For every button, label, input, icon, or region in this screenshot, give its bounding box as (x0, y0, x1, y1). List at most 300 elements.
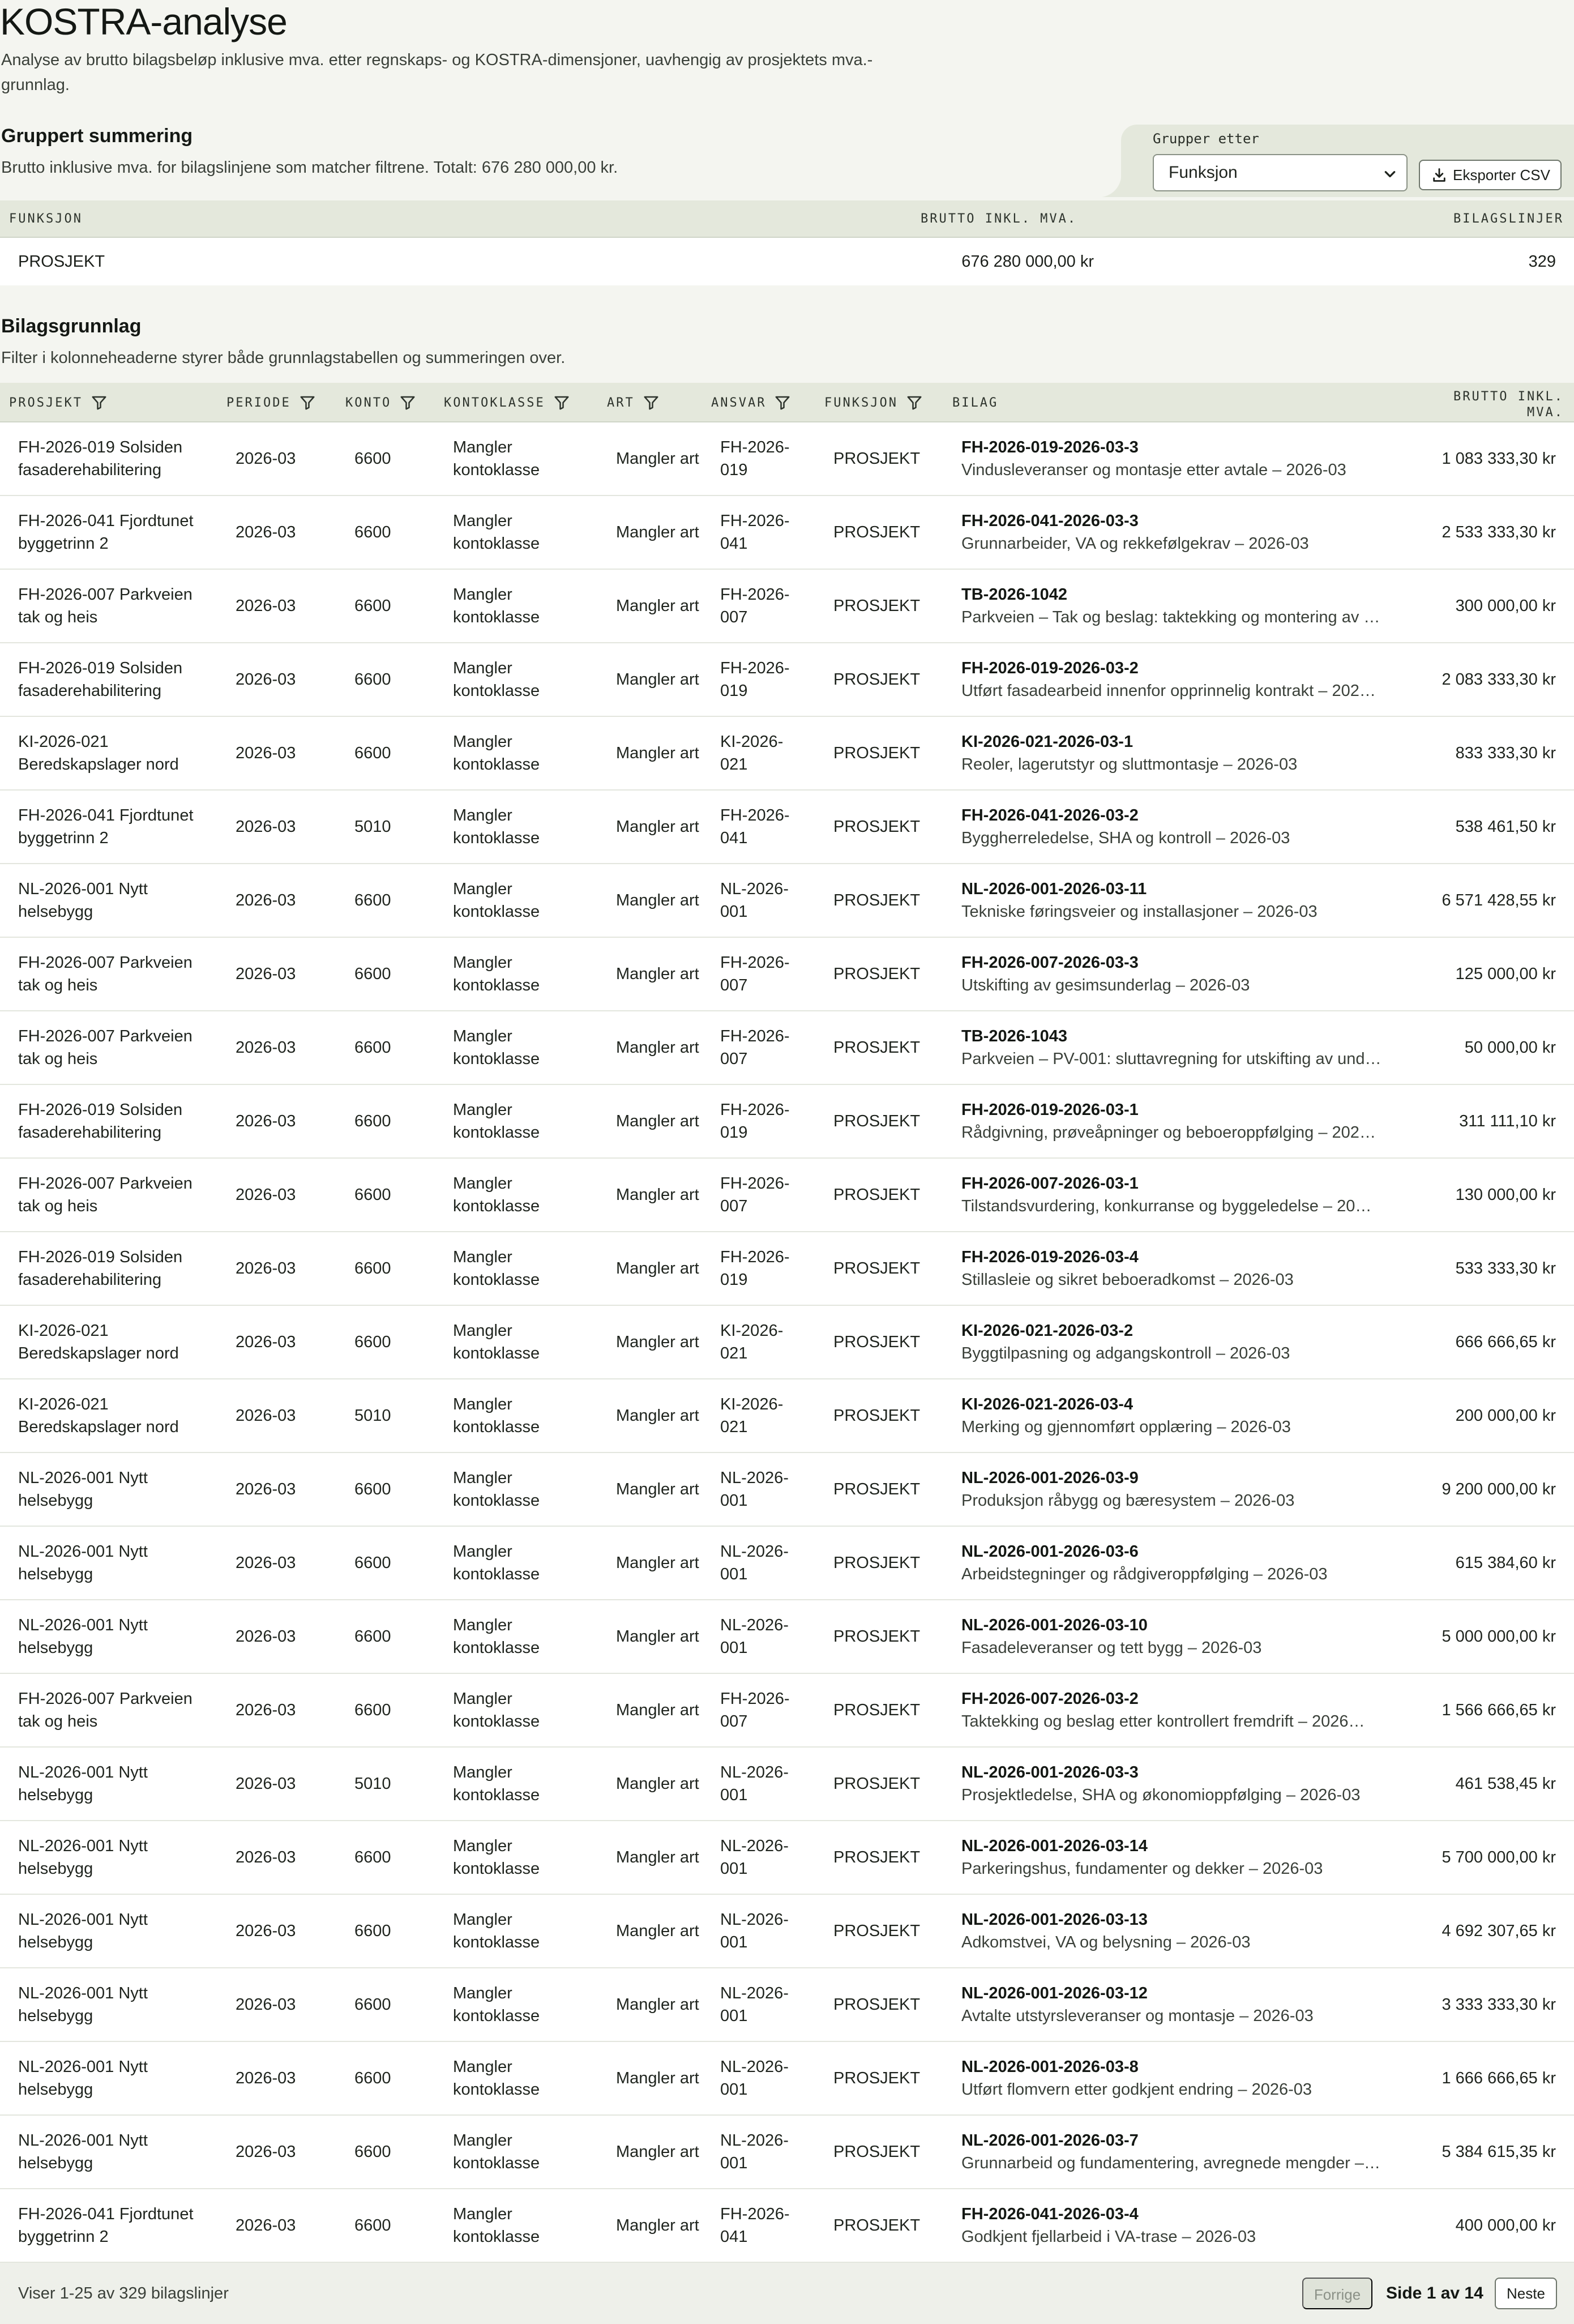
bilag-id: FH-2026-019-2026-03-2 (961, 659, 1139, 677)
cell-funksjon: PROSJEKT (833, 965, 921, 983)
cell-brutto: 1 566 666,65 kr (1442, 1701, 1556, 1719)
cell-prosjekt: KI-2026-021 Beredskapslager nord (18, 1322, 179, 1362)
cell-bilag (961, 496, 1403, 569)
cell-prosjekt: NL-2026-001 Nytt helsebygg (18, 1911, 148, 1951)
cell-bilag (961, 2189, 1403, 2262)
col-header-konto[interactable] (345, 383, 416, 422)
bilag-id: NL-2026-001-2026-03-6 (961, 1543, 1139, 1561)
cell-periode: 2026-03 (236, 2216, 296, 2235)
detail-section-title: Bilagsgrunnlag (1, 315, 142, 337)
summary-col-funksjon: FUNKSJON (9, 212, 83, 226)
bilag-id: FH-2026-007-2026-03-2 (961, 1690, 1139, 1708)
group-by-selected-value: Funksjon (1169, 163, 1238, 182)
cell-funksjon: PROSJEKT (833, 1112, 921, 1130)
cell-periode: 2026-03 (236, 1259, 296, 1278)
detail-table-header (0, 383, 1574, 422)
cell-ansvar: FH-2026-007 (720, 1174, 790, 1215)
bilag-description: Parkveien – Tak og beslag: taktekking og montering av … (961, 608, 1380, 626)
cell-prosjekt: FH-2026-019 Solsiden fasaderehabilitering (18, 438, 183, 479)
cell-konto: 6600 (354, 1848, 391, 1866)
cell-kontoklasse: Mangler kontoklasse (453, 1690, 540, 1731)
cell-ansvar: FH-2026-019 (720, 1101, 790, 1142)
bilag-description: Arbeidstegninger og rådgiveroppfølging – 2026-03 (961, 1565, 1328, 1583)
cell-brutto: 125 000,00 kr (1455, 965, 1556, 983)
col-header-funksjon[interactable] (824, 383, 923, 422)
cell-konto: 6600 (354, 1259, 391, 1278)
cell-konto: 6600 (354, 1996, 391, 2014)
cell-kontoklasse: Mangler kontoklasse (453, 2131, 540, 2172)
cell-ansvar: KI-2026-021 (720, 1395, 784, 1436)
cell-funksjon: PROSJEKT (833, 2143, 921, 2161)
cell-brutto: 833 333,30 kr (1455, 744, 1556, 762)
cell-funksjon: PROSJEKT (833, 1775, 921, 1793)
cell-art: Mangler art (616, 1996, 699, 2014)
filter-icon[interactable] (299, 394, 316, 411)
cell-periode: 2026-03 (236, 450, 296, 468)
cell-kontoklasse: Mangler kontoklasse (453, 1101, 540, 1142)
cell-funksjon: PROSJEKT (833, 1480, 921, 1498)
cell-konto: 6600 (354, 450, 391, 468)
table-row[interactable] (0, 1306, 1574, 1379)
bilag-description: Tekniske føringsveier og installasjoner – 2026-03 (961, 903, 1318, 921)
col-header-prosjekt[interactable] (9, 383, 108, 422)
cell-bilag (961, 643, 1403, 716)
cell-periode: 2026-03 (236, 670, 296, 689)
cell-art: Mangler art (616, 597, 699, 615)
bilag-description: Parkeringshus, fundamenter og dekker – 2026-03 (961, 1860, 1323, 1878)
cell-kontoklasse: Mangler kontoklasse (453, 1911, 540, 1951)
cell-funksjon: PROSJEKT (833, 597, 921, 615)
cell-prosjekt: NL-2026-001 Nytt helsebygg (18, 1543, 148, 1583)
cell-funksjon: PROSJEKT (833, 523, 921, 541)
detail-table-body (0, 422, 1574, 2263)
cell-konto: 6600 (354, 1186, 391, 1204)
page-description: Analyse av brutto bilagsbeløp inklusive mva. etter regnskaps- og KOSTRA-dimensjoner, uavhengig av prosjektets mva.-grunnlag. (1, 51, 873, 94)
download-icon (1431, 167, 1447, 183)
cell-brutto: 538 461,50 kr (1455, 818, 1556, 836)
bilag-id: KI-2026-021-2026-03-1 (961, 733, 1134, 751)
group-by-label: Grupper etter (1153, 131, 1259, 147)
bilag-id: FH-2026-041-2026-03-4 (961, 2205, 1139, 2223)
cell-periode: 2026-03 (236, 1333, 296, 1351)
bilag-id: NL-2026-001-2026-03-13 (961, 1911, 1148, 1929)
cell-brutto: 5 000 000,00 kr (1442, 1627, 1556, 1646)
cell-bilag (961, 1968, 1403, 2041)
cell-funksjon: PROSJEKT (833, 1407, 921, 1425)
cell-kontoklasse: Mangler kontoklasse (453, 512, 540, 553)
bilag-description: Grunnarbeider, VA og rekkefølgekrav – 2026-03 (961, 535, 1309, 553)
cell-kontoklasse: Mangler kontoklasse (453, 1616, 540, 1657)
filter-icon[interactable] (643, 394, 660, 411)
cell-ansvar: NL-2026-001 (720, 2131, 789, 2172)
cell-prosjekt: FH-2026-041 Fjordtunet byggetrinn 2 (18, 512, 194, 553)
cell-konto: 6600 (354, 965, 391, 983)
cell-konto: 6600 (354, 1627, 391, 1646)
cell-ansvar: NL-2026-001 (720, 1616, 789, 1657)
cell-prosjekt: KI-2026-021 Beredskapslager nord (18, 733, 179, 774)
bilag-description: Taktekking og beslag etter kontrollert fremdrift – 2026… (961, 1712, 1365, 1731)
cell-prosjekt: FH-2026-019 Solsiden fasaderehabilitering (18, 659, 183, 700)
cell-prosjekt: NL-2026-001 Nytt helsebygg (18, 1763, 148, 1804)
table-row[interactable] (0, 1968, 1574, 2042)
cell-periode: 2026-03 (236, 1627, 296, 1646)
group-by-panel (1121, 125, 1574, 197)
cell-periode: 2026-03 (236, 1039, 296, 1057)
cell-kontoklasse: Mangler kontoklasse (453, 1469, 540, 1510)
cell-kontoklasse: Mangler kontoklasse (453, 954, 540, 994)
summary-brutto: 676 280 000,00 kr (961, 253, 1094, 271)
grouped-summary-description: Brutto inklusive mva. for bilagslinjene som matcher filtrene. Totalt: 676 280 000,00 kr. (1, 159, 618, 177)
col-header-ansvar[interactable] (711, 383, 791, 422)
cell-ansvar: FH-2026-007 (720, 954, 790, 994)
col-header-bilag-label: BILAG (952, 395, 999, 410)
cell-bilag (961, 1821, 1403, 1894)
cell-konto: 6600 (354, 670, 391, 689)
table-row[interactable] (0, 1011, 1574, 1085)
cell-funksjon: PROSJEKT (833, 744, 921, 762)
cell-brutto: 130 000,00 kr (1455, 1186, 1556, 1204)
bilag-description: Parkveien – PV-001: sluttavregning for utskifting av und… (961, 1050, 1381, 1068)
cell-brutto: 5 384 615,35 kr (1442, 2143, 1556, 2161)
cell-periode: 2026-03 (236, 891, 296, 909)
cell-kontoklasse: Mangler kontoklasse (453, 1248, 540, 1289)
cell-ansvar: KI-2026-021 (720, 1322, 784, 1362)
summary-col-brutto: BRUTTO INKL. MVA. (921, 212, 1077, 226)
cell-ansvar: NL-2026-001 (720, 1763, 789, 1804)
table-row[interactable] (0, 422, 1574, 496)
cell-prosjekt: FH-2026-007 Parkveien tak og heis (18, 954, 193, 994)
filter-icon[interactable] (774, 394, 791, 411)
col-header-periode-label: PERIODE (226, 395, 291, 410)
cell-bilag (961, 1379, 1403, 1452)
cell-periode: 2026-03 (236, 2143, 296, 2161)
bilag-description: Byggtilpasning og adgangskontroll – 2026-03 (961, 1344, 1290, 1362)
table-row[interactable] (0, 1895, 1574, 1968)
bilag-id: TB-2026-1042 (961, 586, 1067, 604)
table-row[interactable] (0, 938, 1574, 1011)
bilag-id: FH-2026-007-2026-03-3 (961, 954, 1139, 972)
cell-art: Mangler art (616, 1627, 699, 1646)
bilag-description: Godkjent fjellarbeid i VA-trase – 2026-03 (961, 2228, 1256, 2246)
cell-ansvar: FH-2026-019 (720, 1248, 790, 1289)
cell-prosjekt: FH-2026-007 Parkveien tak og heis (18, 586, 193, 626)
cell-brutto: 2 533 333,30 kr (1442, 523, 1556, 541)
cell-brutto: 4 692 307,65 kr (1442, 1922, 1556, 1940)
cell-ansvar: NL-2026-001 (720, 1984, 789, 2025)
page-title: KOSTRA-analyse (0, 1, 287, 42)
cell-kontoklasse: Mangler kontoklasse (453, 1174, 540, 1215)
cell-bilag (961, 1748, 1403, 1820)
col-header-kontoklasse[interactable] (444, 383, 570, 422)
col-header-periode[interactable] (226, 383, 316, 422)
cell-bilag (961, 2042, 1403, 2114)
cell-funksjon: PROSJEKT (833, 450, 921, 468)
cell-brutto: 200 000,00 kr (1455, 1407, 1556, 1425)
cell-funksjon: PROSJEKT (833, 1186, 921, 1204)
bilag-description: Avtalte utstyrsleveranser og montasje – 2026-03 (961, 2007, 1314, 2025)
cell-art: Mangler art (616, 1480, 699, 1498)
cell-prosjekt: FH-2026-019 Solsiden fasaderehabilitering (18, 1101, 183, 1142)
cell-art: Mangler art (616, 1554, 699, 1572)
col-header-ansvar-label: ANSVAR (711, 395, 767, 410)
cell-funksjon: PROSJEKT (833, 1554, 921, 1572)
bilag-id: NL-2026-001-2026-03-12 (961, 1984, 1148, 2002)
cell-ansvar: NL-2026-001 (720, 880, 789, 921)
table-row[interactable] (0, 1527, 1574, 1600)
cell-funksjon: PROSJEKT (833, 1039, 921, 1057)
cell-brutto: 9 200 000,00 kr (1442, 1480, 1556, 1498)
table-row[interactable] (0, 864, 1574, 938)
bilag-description: Vindusleveranser og montasje etter avtale – 2026-03 (961, 461, 1346, 479)
cell-brutto: 6 571 428,55 kr (1442, 891, 1556, 909)
filter-icon[interactable] (91, 394, 108, 411)
cell-prosjekt: NL-2026-001 Nytt helsebygg (18, 2058, 148, 2099)
cell-art: Mangler art (616, 1259, 699, 1278)
bilag-description: Prosjektledelse, SHA og økonomioppfølging – 2026-03 (961, 1786, 1361, 1804)
cell-ansvar: NL-2026-001 (720, 2058, 789, 2099)
cell-art: Mangler art (616, 1112, 699, 1130)
cell-brutto: 3 333 333,30 kr (1442, 1996, 1556, 2014)
cell-bilag (961, 1527, 1403, 1599)
cell-kontoklasse: Mangler kontoklasse (453, 1837, 540, 1878)
col-header-brutto-line1: BRUTTO INKL. (1453, 390, 1564, 404)
cell-funksjon: PROSJEKT (833, 891, 921, 909)
cell-brutto: 400 000,00 kr (1455, 2216, 1556, 2235)
cell-funksjon: PROSJEKT (833, 2216, 921, 2235)
bilag-id: NL-2026-001-2026-03-11 (961, 880, 1147, 898)
cell-prosjekt: NL-2026-001 Nytt helsebygg (18, 1616, 148, 1657)
cell-brutto: 300 000,00 kr (1455, 597, 1556, 615)
cell-bilag (961, 1306, 1403, 1378)
cell-brutto: 311 111,10 kr (1459, 1112, 1556, 1130)
bilag-description: Utskifting av gesimsunderlag – 2026-03 (961, 976, 1250, 994)
cell-bilag (961, 1085, 1403, 1157)
next-page-button[interactable]: Neste (1495, 2278, 1557, 2309)
cell-periode: 2026-03 (236, 1701, 296, 1719)
bilag-description: Utført fasadearbeid innenfor opprinnelig kontrakt – 202… (961, 682, 1376, 700)
cell-bilag (961, 1453, 1403, 1526)
previous-page-button[interactable]: Forrige (1302, 2278, 1372, 2309)
bilag-id: NL-2026-001-2026-03-8 (961, 2058, 1139, 2076)
cell-brutto: 2 083 333,30 kr (1442, 670, 1556, 689)
summary-table-row (0, 238, 1574, 285)
cell-bilag (961, 791, 1403, 863)
bilag-id: NL-2026-001-2026-03-14 (961, 1837, 1148, 1855)
cell-periode: 2026-03 (236, 1554, 296, 1572)
cell-ansvar: FH-2026-007 (720, 1690, 790, 1731)
cell-bilag (961, 1011, 1403, 1084)
cell-ansvar: NL-2026-001 (720, 1543, 789, 1583)
table-row[interactable] (0, 791, 1574, 864)
bilag-description: Tilstandsvurdering, konkurranse og byggeledelse – 20… (961, 1197, 1372, 1215)
bilag-id: NL-2026-001-2026-03-10 (961, 1616, 1148, 1634)
cell-ansvar: FH-2026-041 (720, 806, 790, 847)
summary-col-bilagslinjer: BILAGSLINJER (1453, 212, 1564, 226)
bilag-id: FH-2026-019-2026-03-4 (961, 1248, 1139, 1266)
cell-kontoklasse: Mangler kontoklasse (453, 2205, 540, 2246)
table-row[interactable] (0, 2189, 1574, 2263)
table-row[interactable] (0, 1159, 1574, 1232)
export-csv-label: Eksporter CSV (1453, 166, 1550, 183)
cell-konto: 6600 (354, 1112, 391, 1130)
col-header-prosjekt-label: PROSJEKT (9, 395, 83, 410)
cell-ansvar: NL-2026-001 (720, 1837, 789, 1878)
table-row[interactable] (0, 1453, 1574, 1527)
grouped-summary-title: Gruppert summering (1, 125, 193, 147)
cell-periode: 2026-03 (236, 1848, 296, 1866)
cell-konto: 6600 (354, 2216, 391, 2235)
table-row[interactable] (0, 1748, 1574, 1821)
summary-table-header (0, 200, 1574, 238)
cell-prosjekt: FH-2026-041 Fjordtunet byggetrinn 2 (18, 2205, 194, 2246)
cell-kontoklasse: Mangler kontoklasse (453, 733, 540, 774)
cell-kontoklasse: Mangler kontoklasse (453, 2058, 540, 2099)
table-row[interactable] (0, 2116, 1574, 2189)
cell-ansvar: FH-2026-041 (720, 512, 790, 553)
table-row[interactable] (0, 1232, 1574, 1306)
cell-ansvar: FH-2026-019 (720, 438, 790, 479)
cell-funksjon: PROSJEKT (833, 2069, 921, 2087)
table-row[interactable] (0, 2042, 1574, 2116)
cell-art: Mangler art (616, 1701, 699, 1719)
cell-bilag (961, 2116, 1403, 2188)
cell-periode: 2026-03 (236, 1407, 296, 1425)
bilag-description: Merking og gjennomført opplæring – 2026-03 (961, 1418, 1291, 1436)
cell-prosjekt: NL-2026-001 Nytt helsebygg (18, 1837, 148, 1878)
cell-art: Mangler art (616, 2216, 699, 2235)
cell-konto: 6600 (354, 2143, 391, 2161)
cell-art: Mangler art (616, 818, 699, 836)
bilag-description: Grunnarbeid og fundamentering, avregnede mengder –… (961, 2154, 1380, 2172)
cell-periode: 2026-03 (236, 818, 296, 836)
cell-art: Mangler art (616, 891, 699, 909)
cell-bilag (961, 717, 1403, 789)
cell-konto: 6600 (354, 1922, 391, 1940)
cell-prosjekt: FH-2026-019 Solsiden fasaderehabilitering (18, 1248, 183, 1289)
cell-ansvar: NL-2026-001 (720, 1911, 789, 1951)
table-row[interactable] (0, 1674, 1574, 1748)
cell-bilag (961, 1674, 1403, 1746)
cell-periode: 2026-03 (236, 1480, 296, 1498)
col-header-art[interactable] (607, 383, 660, 422)
cell-kontoklasse: Mangler kontoklasse (453, 1543, 540, 1583)
cell-konto: 6600 (354, 1480, 391, 1498)
cell-kontoklasse: Mangler kontoklasse (453, 806, 540, 847)
cell-funksjon: PROSJEKT (833, 670, 921, 689)
cell-konto: 6600 (354, 1333, 391, 1351)
bilag-id: KI-2026-021-2026-03-2 (961, 1322, 1134, 1340)
cell-kontoklasse: Mangler kontoklasse (453, 1027, 540, 1068)
group-by-select[interactable] (1153, 154, 1408, 191)
cell-prosjekt: NL-2026-001 Nytt helsebygg (18, 880, 148, 921)
cell-konto: 5010 (354, 818, 391, 836)
cell-art: Mangler art (616, 965, 699, 983)
cell-art: Mangler art (616, 1407, 699, 1425)
bilag-description: Adkomstvei, VA og belysning – 2026-03 (961, 1933, 1251, 1951)
bilag-id: NL-2026-001-2026-03-9 (961, 1469, 1139, 1487)
filter-icon[interactable] (906, 394, 923, 411)
cell-art: Mangler art (616, 1848, 699, 1866)
cell-prosjekt: NL-2026-001 Nytt helsebygg (18, 1469, 148, 1510)
cell-brutto: 461 538,45 kr (1455, 1775, 1556, 1793)
summary-bilagslinjer: 329 (1528, 253, 1556, 271)
cell-bilag (961, 570, 1403, 642)
cell-brutto: 5 700 000,00 kr (1442, 1848, 1556, 1866)
cell-periode: 2026-03 (236, 1775, 296, 1793)
cell-funksjon: PROSJEKT (833, 1701, 921, 1719)
col-header-bilag (952, 383, 998, 422)
cell-funksjon: PROSJEKT (833, 1333, 921, 1351)
bilag-id: KI-2026-021-2026-03-4 (961, 1395, 1134, 1413)
table-row[interactable] (0, 1600, 1574, 1674)
cell-bilag (961, 422, 1403, 495)
cell-art: Mangler art (616, 1922, 699, 1940)
cell-bilag (961, 1159, 1403, 1231)
cell-ansvar: NL-2026-001 (720, 1469, 789, 1510)
cell-bilag (961, 938, 1403, 1010)
table-row[interactable] (0, 1821, 1574, 1895)
bilag-description: Utført flomvern etter godkjent endring – 2026-03 (961, 2081, 1312, 2099)
table-row[interactable] (0, 496, 1574, 570)
export-csv-button[interactable] (1419, 160, 1562, 190)
table-row[interactable] (0, 1085, 1574, 1159)
table-row[interactable] (0, 717, 1574, 791)
cell-kontoklasse: Mangler kontoklasse (453, 1395, 540, 1436)
cell-brutto: 1 666 666,65 kr (1442, 2069, 1556, 2087)
cell-funksjon: PROSJEKT (833, 1848, 921, 1866)
cell-art: Mangler art (616, 1186, 699, 1204)
table-row[interactable] (0, 570, 1574, 643)
cell-konto: 5010 (354, 1407, 391, 1425)
cell-brutto: 666 666,65 kr (1455, 1333, 1556, 1351)
cell-funksjon: PROSJEKT (833, 1922, 921, 1940)
cell-prosjekt: KI-2026-021 Beredskapslager nord (18, 1395, 179, 1436)
cell-konto: 6600 (354, 2069, 391, 2087)
cell-art: Mangler art (616, 744, 699, 762)
cell-prosjekt: NL-2026-001 Nytt helsebygg (18, 1984, 148, 2025)
cell-art: Mangler art (616, 670, 699, 689)
bilag-description: Fasadeleveranser og tett bygg – 2026-03 (961, 1639, 1262, 1657)
cell-bilag (961, 864, 1403, 937)
bilag-description: Rådgivning, prøveåpninger og beboeroppfølging – 202… (961, 1123, 1376, 1142)
bilag-description: Reoler, lagerutstyr og sluttmontasje – 2026-03 (961, 755, 1298, 774)
col-header-kontoklasse-label: KONTOKLASSE (444, 395, 545, 410)
cell-periode: 2026-03 (236, 1186, 296, 1204)
cell-konto: 6600 (354, 891, 391, 909)
cell-kontoklasse: Mangler kontoklasse (453, 438, 540, 479)
bilag-id: NL-2026-001-2026-03-3 (961, 1763, 1139, 1782)
cell-bilag (961, 1895, 1403, 1967)
cell-funksjon: PROSJEKT (833, 1259, 921, 1278)
cell-konto: 5010 (354, 1775, 391, 1793)
cell-art: Mangler art (616, 1333, 699, 1351)
cell-funksjon: PROSJEKT (833, 1996, 921, 2014)
cell-bilag (961, 1232, 1403, 1305)
cell-periode: 2026-03 (236, 1922, 296, 1940)
col-header-konto-label: KONTO (345, 395, 392, 410)
filter-icon[interactable] (553, 394, 570, 411)
cell-brutto: 50 000,00 kr (1464, 1039, 1556, 1057)
bilag-description: Produksjon råbygg og bæresystem – 2026-03 (961, 1492, 1295, 1510)
filter-icon[interactable] (399, 394, 416, 411)
cell-kontoklasse: Mangler kontoklasse (453, 586, 540, 626)
table-row[interactable] (0, 643, 1574, 717)
bilag-id: FH-2026-019-2026-03-3 (961, 438, 1139, 456)
chevron-down-icon (1384, 168, 1396, 180)
detail-section-description: Filter i kolonneheaderne styrer både grunnlagstabellen og summeringen over. (1, 349, 566, 367)
table-row[interactable] (0, 1379, 1574, 1453)
cell-art: Mangler art (616, 1775, 699, 1793)
